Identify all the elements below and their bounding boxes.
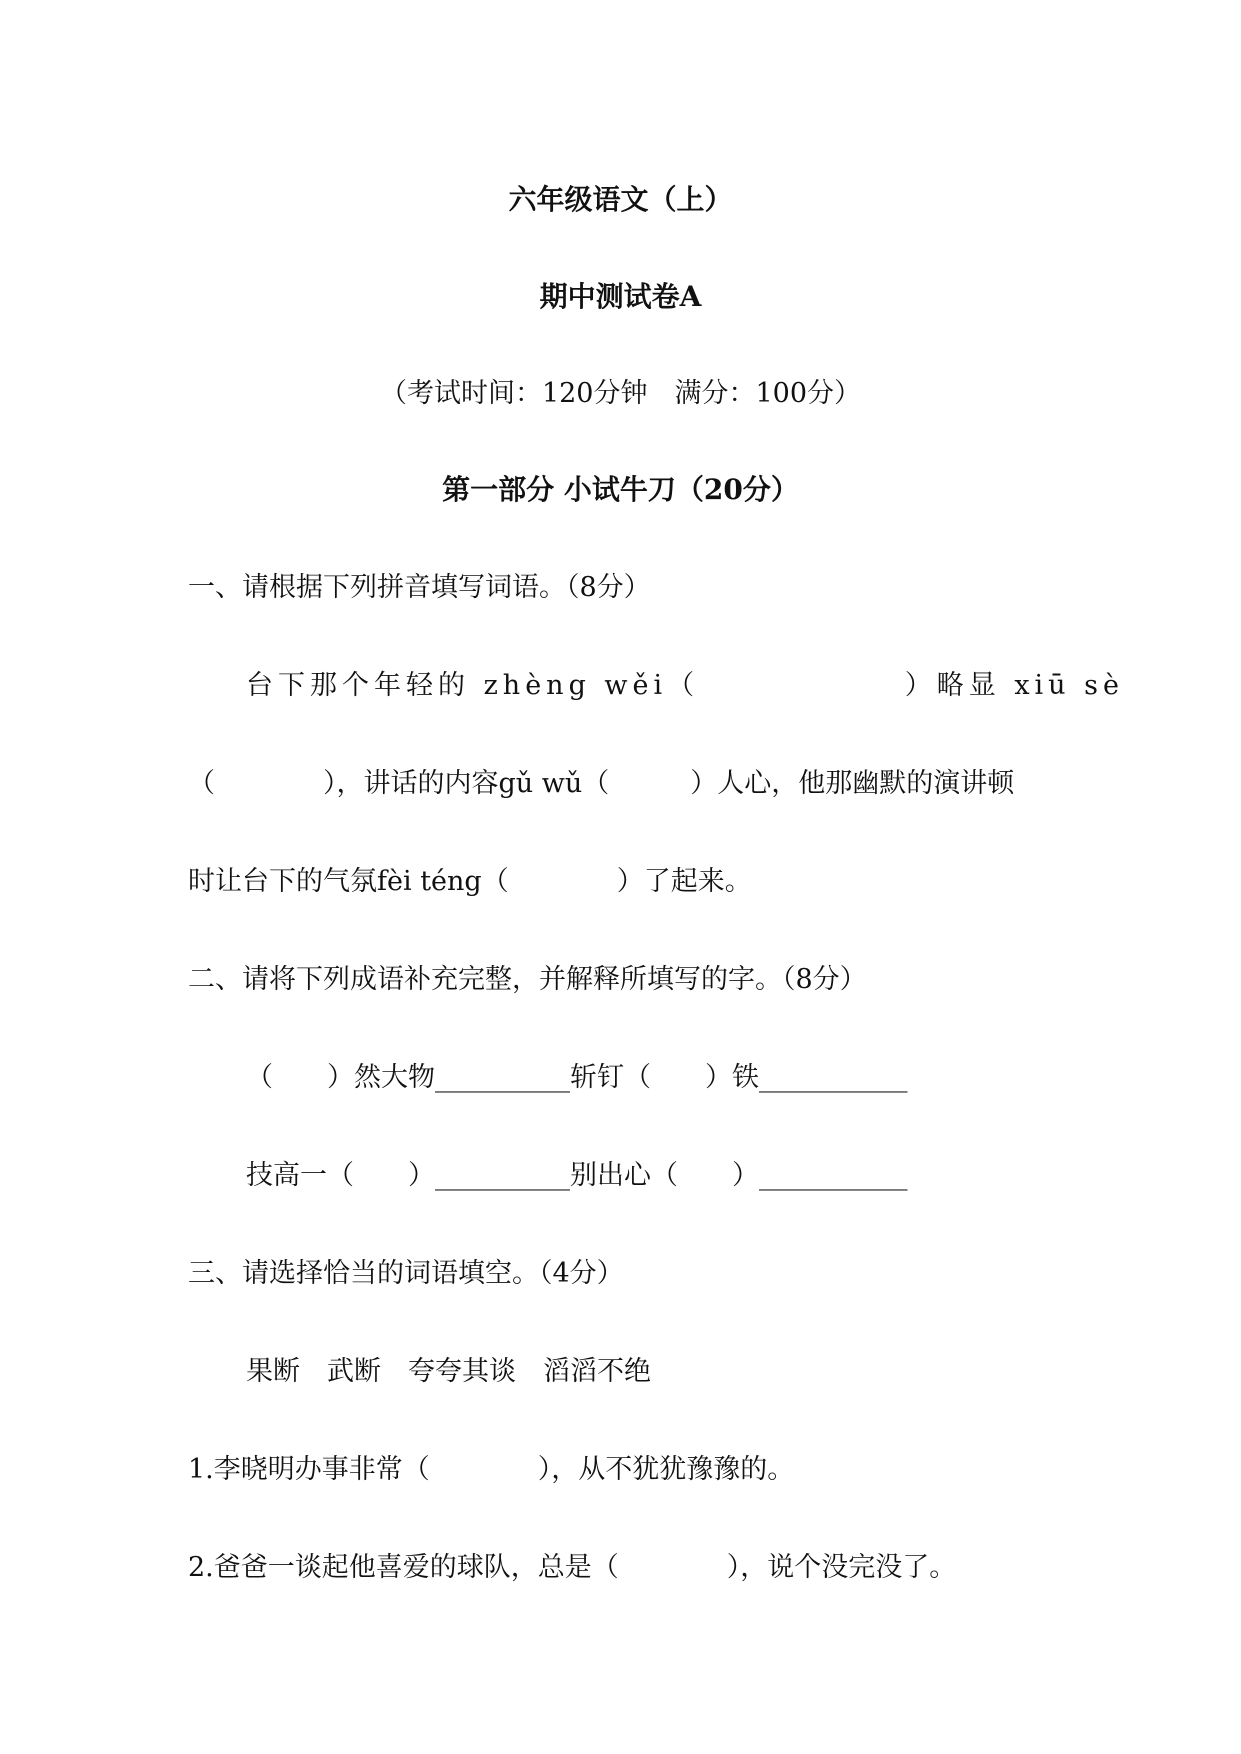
q1-line2: （ ），讲话的内容gǔ wǔ（ ）人心，他那幽默的演讲顿 (188, 768, 1015, 799)
q3-sentence-1: 1.李晓明办事非常（ ），从不犹犹豫豫的。 (188, 1454, 795, 1485)
q1-line1: 台下那个年轻的 zhèng wěi（ ）略显 xiū sè (246, 670, 1124, 701)
q1-heading: 一、请根据下列拼音填写词语。（8分） (188, 572, 651, 603)
exam-title: 六年级语文（上） (508, 183, 733, 216)
q3-sentence-2: 2.爸爸一谈起他喜爱的球队，总是（ ），说个没完没了。 (188, 1552, 957, 1583)
q1-line3: 时让台下的气氛fèi téng（ ）了起来。 (188, 866, 752, 897)
q2-line1: （ ）然大物__________斩钉（ ）铁___________ (246, 1062, 908, 1093)
exam-info: （考试时间：120分钟 满分：100分） (379, 378, 862, 409)
part1-heading: 第一部分 小试牛刀（20分） (442, 473, 799, 506)
q2-line2: 技高一（ ）__________别出心（ ）___________ (246, 1160, 908, 1191)
exam-subtitle: 期中测试卷A (539, 280, 702, 313)
q3-heading: 三、请选择恰当的词语填空。（4分） (188, 1258, 624, 1289)
q3-word-bank: 果断 武断 夸夸其谈 滔滔不绝 (246, 1356, 651, 1387)
q2-heading: 二、请将下列成语补充完整，并解释所填写的字。（8分） (188, 964, 867, 995)
